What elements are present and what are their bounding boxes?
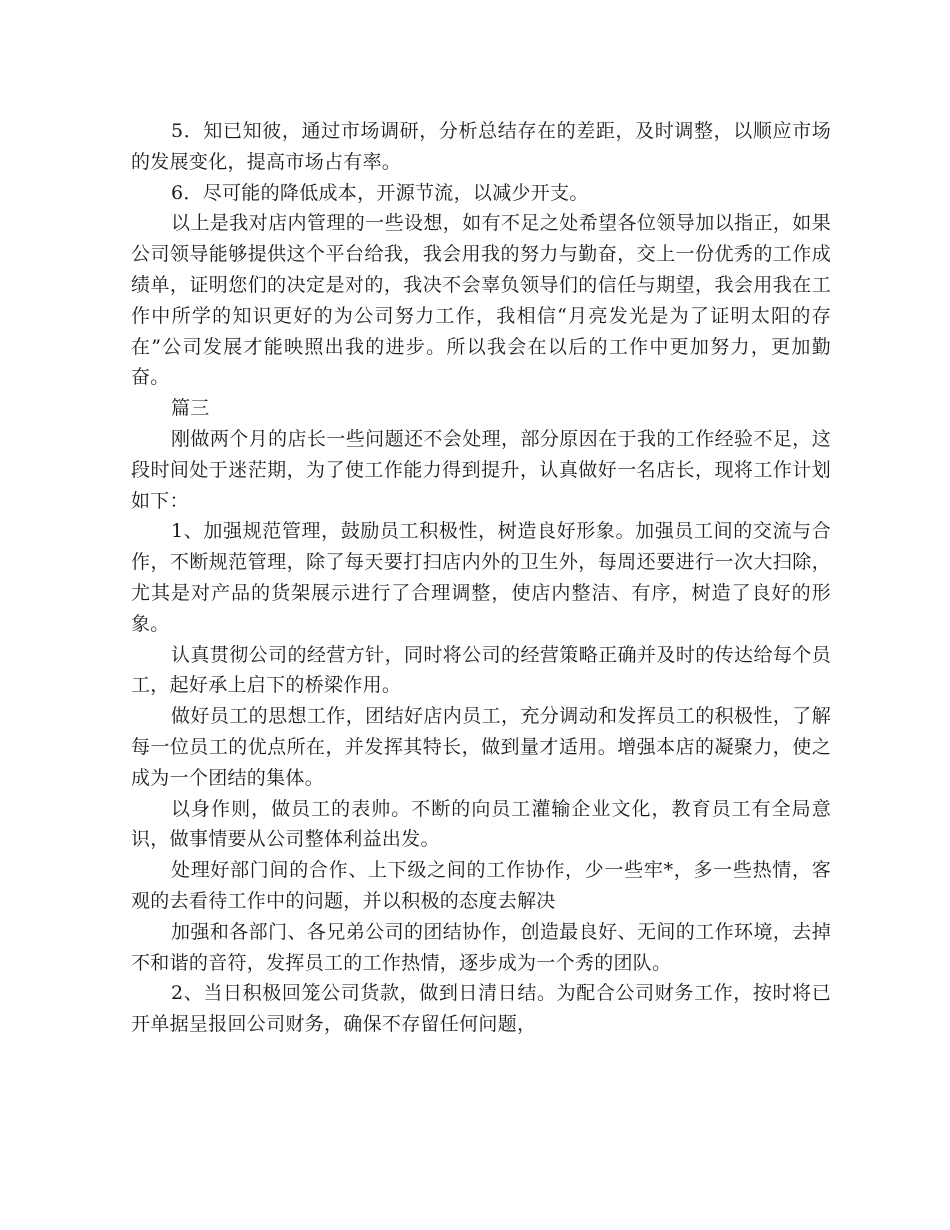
paragraph-plan-2: 2、当日积极回笼公司货款，做到日清日结。为配合公司财务工作，按时将已开单据呈报回公司财务，确保不存留任何问题， xyxy=(131,982,831,1036)
section-heading: 篇三 xyxy=(171,397,210,420)
paragraph-item-5: 5．知已知彼，通过市场调研，分析总结存在的差距，及时调整，以顺应市场的发展变化，提高市场占有率。 xyxy=(131,120,831,173)
paragraph-teamwork: 加强和各部门、各兄弟公司的团结协作，创造最良好、无间的工作环境，去掉不和谐的音符，发挥员工的工作热情，逐步成为一个秀的团队。 xyxy=(131,920,831,974)
paragraph-closing-remarks: 以上是我对店内管理的一些设想，如有不足之处希望各位领导加以指正，如果公司领导能够提供这个平台给我，我会用我的努力与勤奋，交上一份优秀的工作成绩单，证明您们的决定是对的，我决不会辜负领导们的信任与期望，我会用我在工作中所学的知识更好的为公司努力工作，我相信“月亮发光是为了证明太阳的存在”公司发展才能映照出我的进步。所以我会在以后的工作中更加努力，更加勤奋。 xyxy=(131,212,831,389)
paragraph-lead-by-example: 以身作则，做员工的表帅。不断的向员工灌输企业文化，教育员工有全局意识，做事情要从公司整体利益出发。 xyxy=(131,797,831,851)
paragraph-plan-1: 1、加强规范管理，鼓励员工积极性，树造良好形象。加强员工间的交流与合作，不断规范管理，除了每天要打扫店内外的卫生外，每周还要进行一次大扫除，尤其是对产品的货架展示进行了合理调整，使店内整洁、有序，树造了良好的形象。 xyxy=(131,520,831,635)
paragraph-intro: 刚做两个月的店长一些问题还不会处理，部分原因在于我的工作经验不足，这段时间处于迷茫期，为了使工作能力得到提升，认真做好一名店长，现将工作计划如下： xyxy=(131,427,831,512)
paragraph-item-6: 6．尽可能的降低成本，开源节流，以减少开支。 xyxy=(171,181,589,204)
paragraph-policy: 认真贯彻公司的经营方针，同时将公司的经营策略正确并及时的传达给每个员工，起好承上启下的桥梁作用。 xyxy=(131,643,831,697)
document-body xyxy=(131,116,831,1040)
paragraph-cooperation: 处理好部门间的合作、上下级之间的工作协作，少一些牢*，多一些热情，客观的去看待工作中的问题，并以积极的态度去解决 xyxy=(131,859,831,912)
paragraph-staff-morale: 做好员工的思想工作，团结好店内员工，充分调动和发挥员工的积极性，了解每一位员工的优点所在，并发挥其特长，做到量才适用。增强本店的凝聚力，使之成为一个团结的集体。 xyxy=(131,705,831,789)
